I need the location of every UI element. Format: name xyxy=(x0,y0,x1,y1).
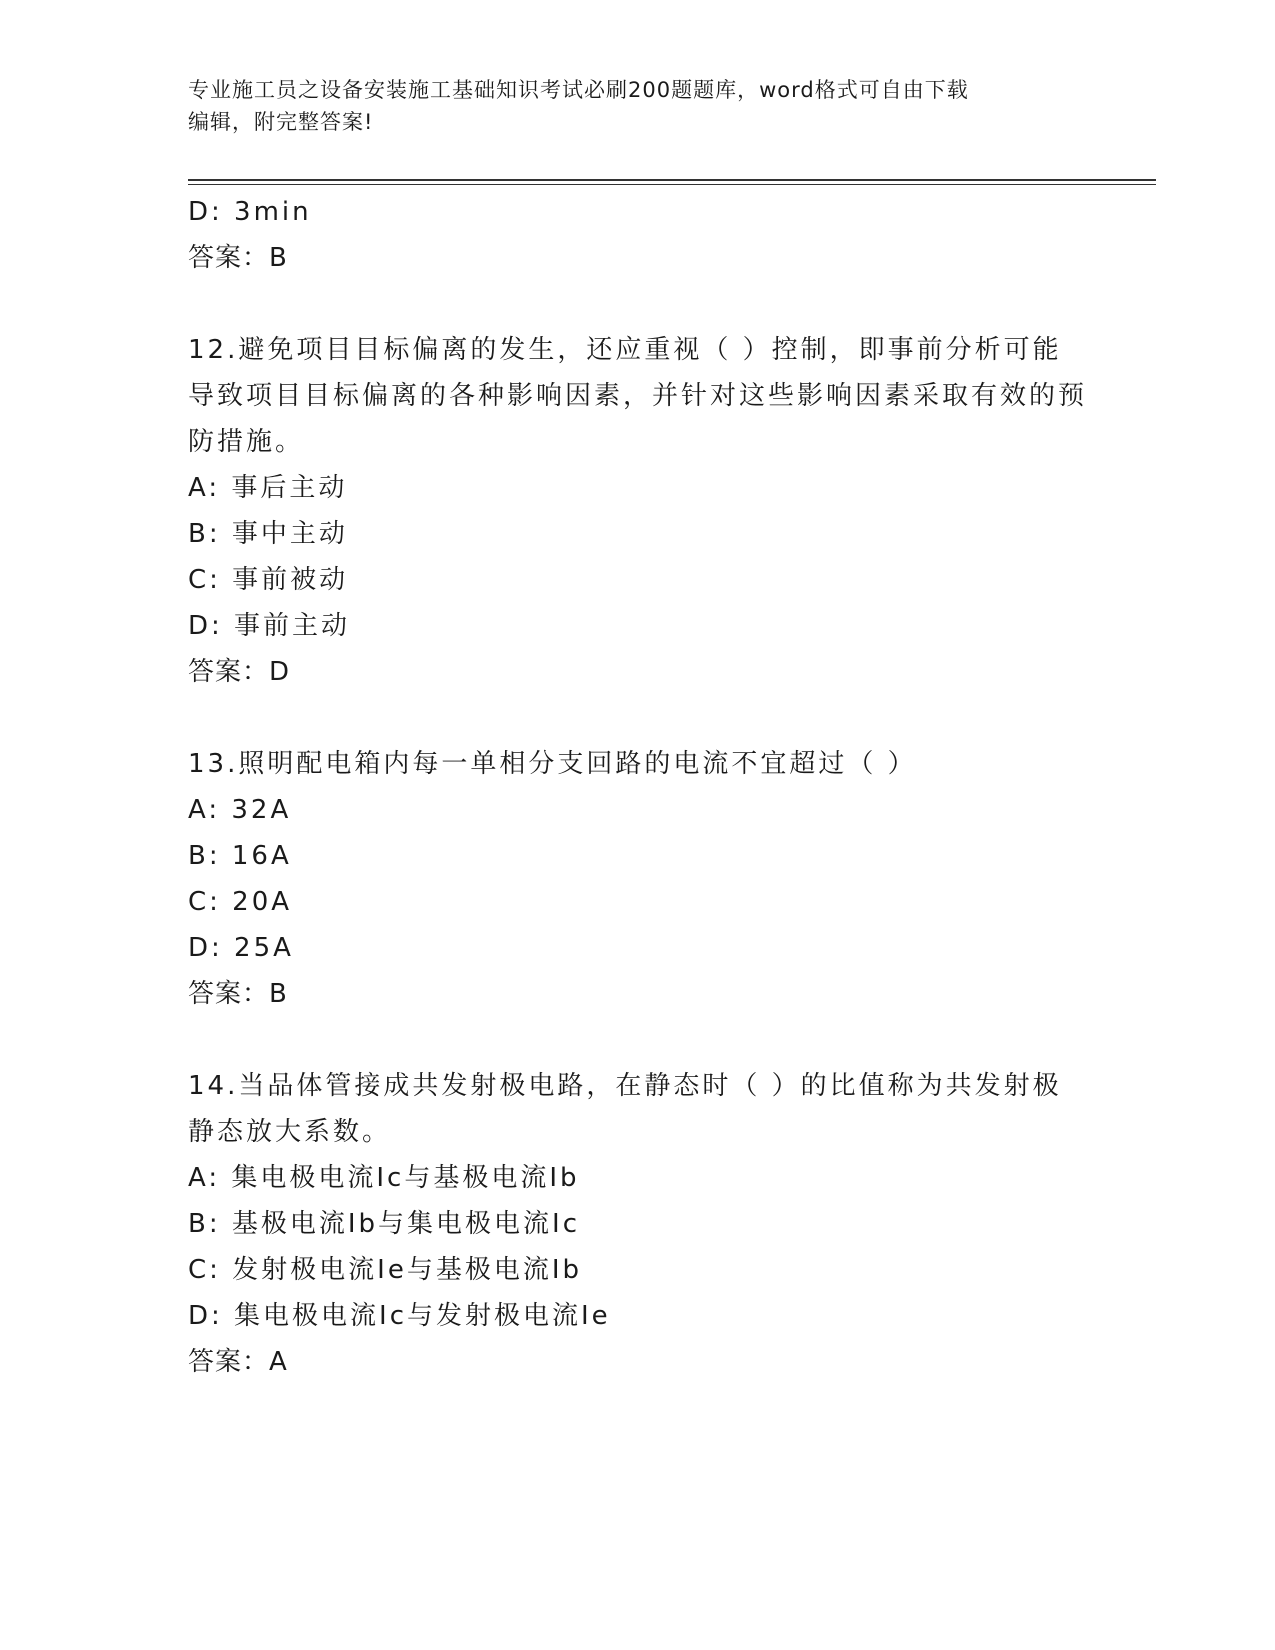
option-b: B: 16A xyxy=(188,841,292,871)
option-a: A: 32A xyxy=(188,795,292,825)
option-d: D: 集电极电流Ic与发射极电流Ie xyxy=(188,1301,611,1331)
question-text: 14.当品体管接成共发射极电路，在静态时（ ）的比值称为共发射极静态放大系数。 xyxy=(188,1071,1062,1147)
option-b: B: 事中主动 xyxy=(188,519,348,549)
question-list xyxy=(188,189,1088,1385)
header-divider-thick xyxy=(188,179,1156,181)
header-title-line-2: 编辑，附完整答案! xyxy=(188,110,374,134)
option-c: C: 20A xyxy=(188,887,293,917)
header-divider-thin xyxy=(188,184,1156,185)
option-b: B: 基极电流Ib与集电极电流Ic xyxy=(188,1209,580,1239)
answer: 答案：A xyxy=(188,1347,288,1377)
option-d: D: 事前主动 xyxy=(188,611,351,641)
answer: 答案：D xyxy=(188,657,291,687)
header-title-line-1: 专业施工员之设备安装施工基础知识考试必刷200题题库，word格式可自由下载 xyxy=(188,78,969,102)
option-c: C: 发射极电流Ie与基极电流Ib xyxy=(188,1255,583,1285)
option-c: C: 事前被动 xyxy=(188,565,349,595)
option-a: A: 集电极电流Ic与基极电流Ib xyxy=(188,1163,580,1193)
option-a: A: 事后主动 xyxy=(188,473,348,503)
question-12 xyxy=(188,327,1088,695)
document-header xyxy=(188,74,1068,138)
question-14 xyxy=(188,1063,1088,1385)
question-text: 12.避免项目目标偏离的发生，还应重视（ ）控制，即事前分析可能导致项目目标偏离的各种影响因素，并针对这些影响因素采取有效的预防措施。 xyxy=(188,335,1088,457)
previous-question-option-d: D: 3min xyxy=(188,197,312,227)
answer: 答案：B xyxy=(188,979,288,1009)
question-13 xyxy=(188,741,1088,1017)
option-d: D: 25A xyxy=(188,933,294,963)
question-text: 13.照明配电箱内每一单相分支回路的电流不宜超过（ ） xyxy=(188,749,917,779)
previous-question-answer: 答案：B xyxy=(188,243,288,273)
